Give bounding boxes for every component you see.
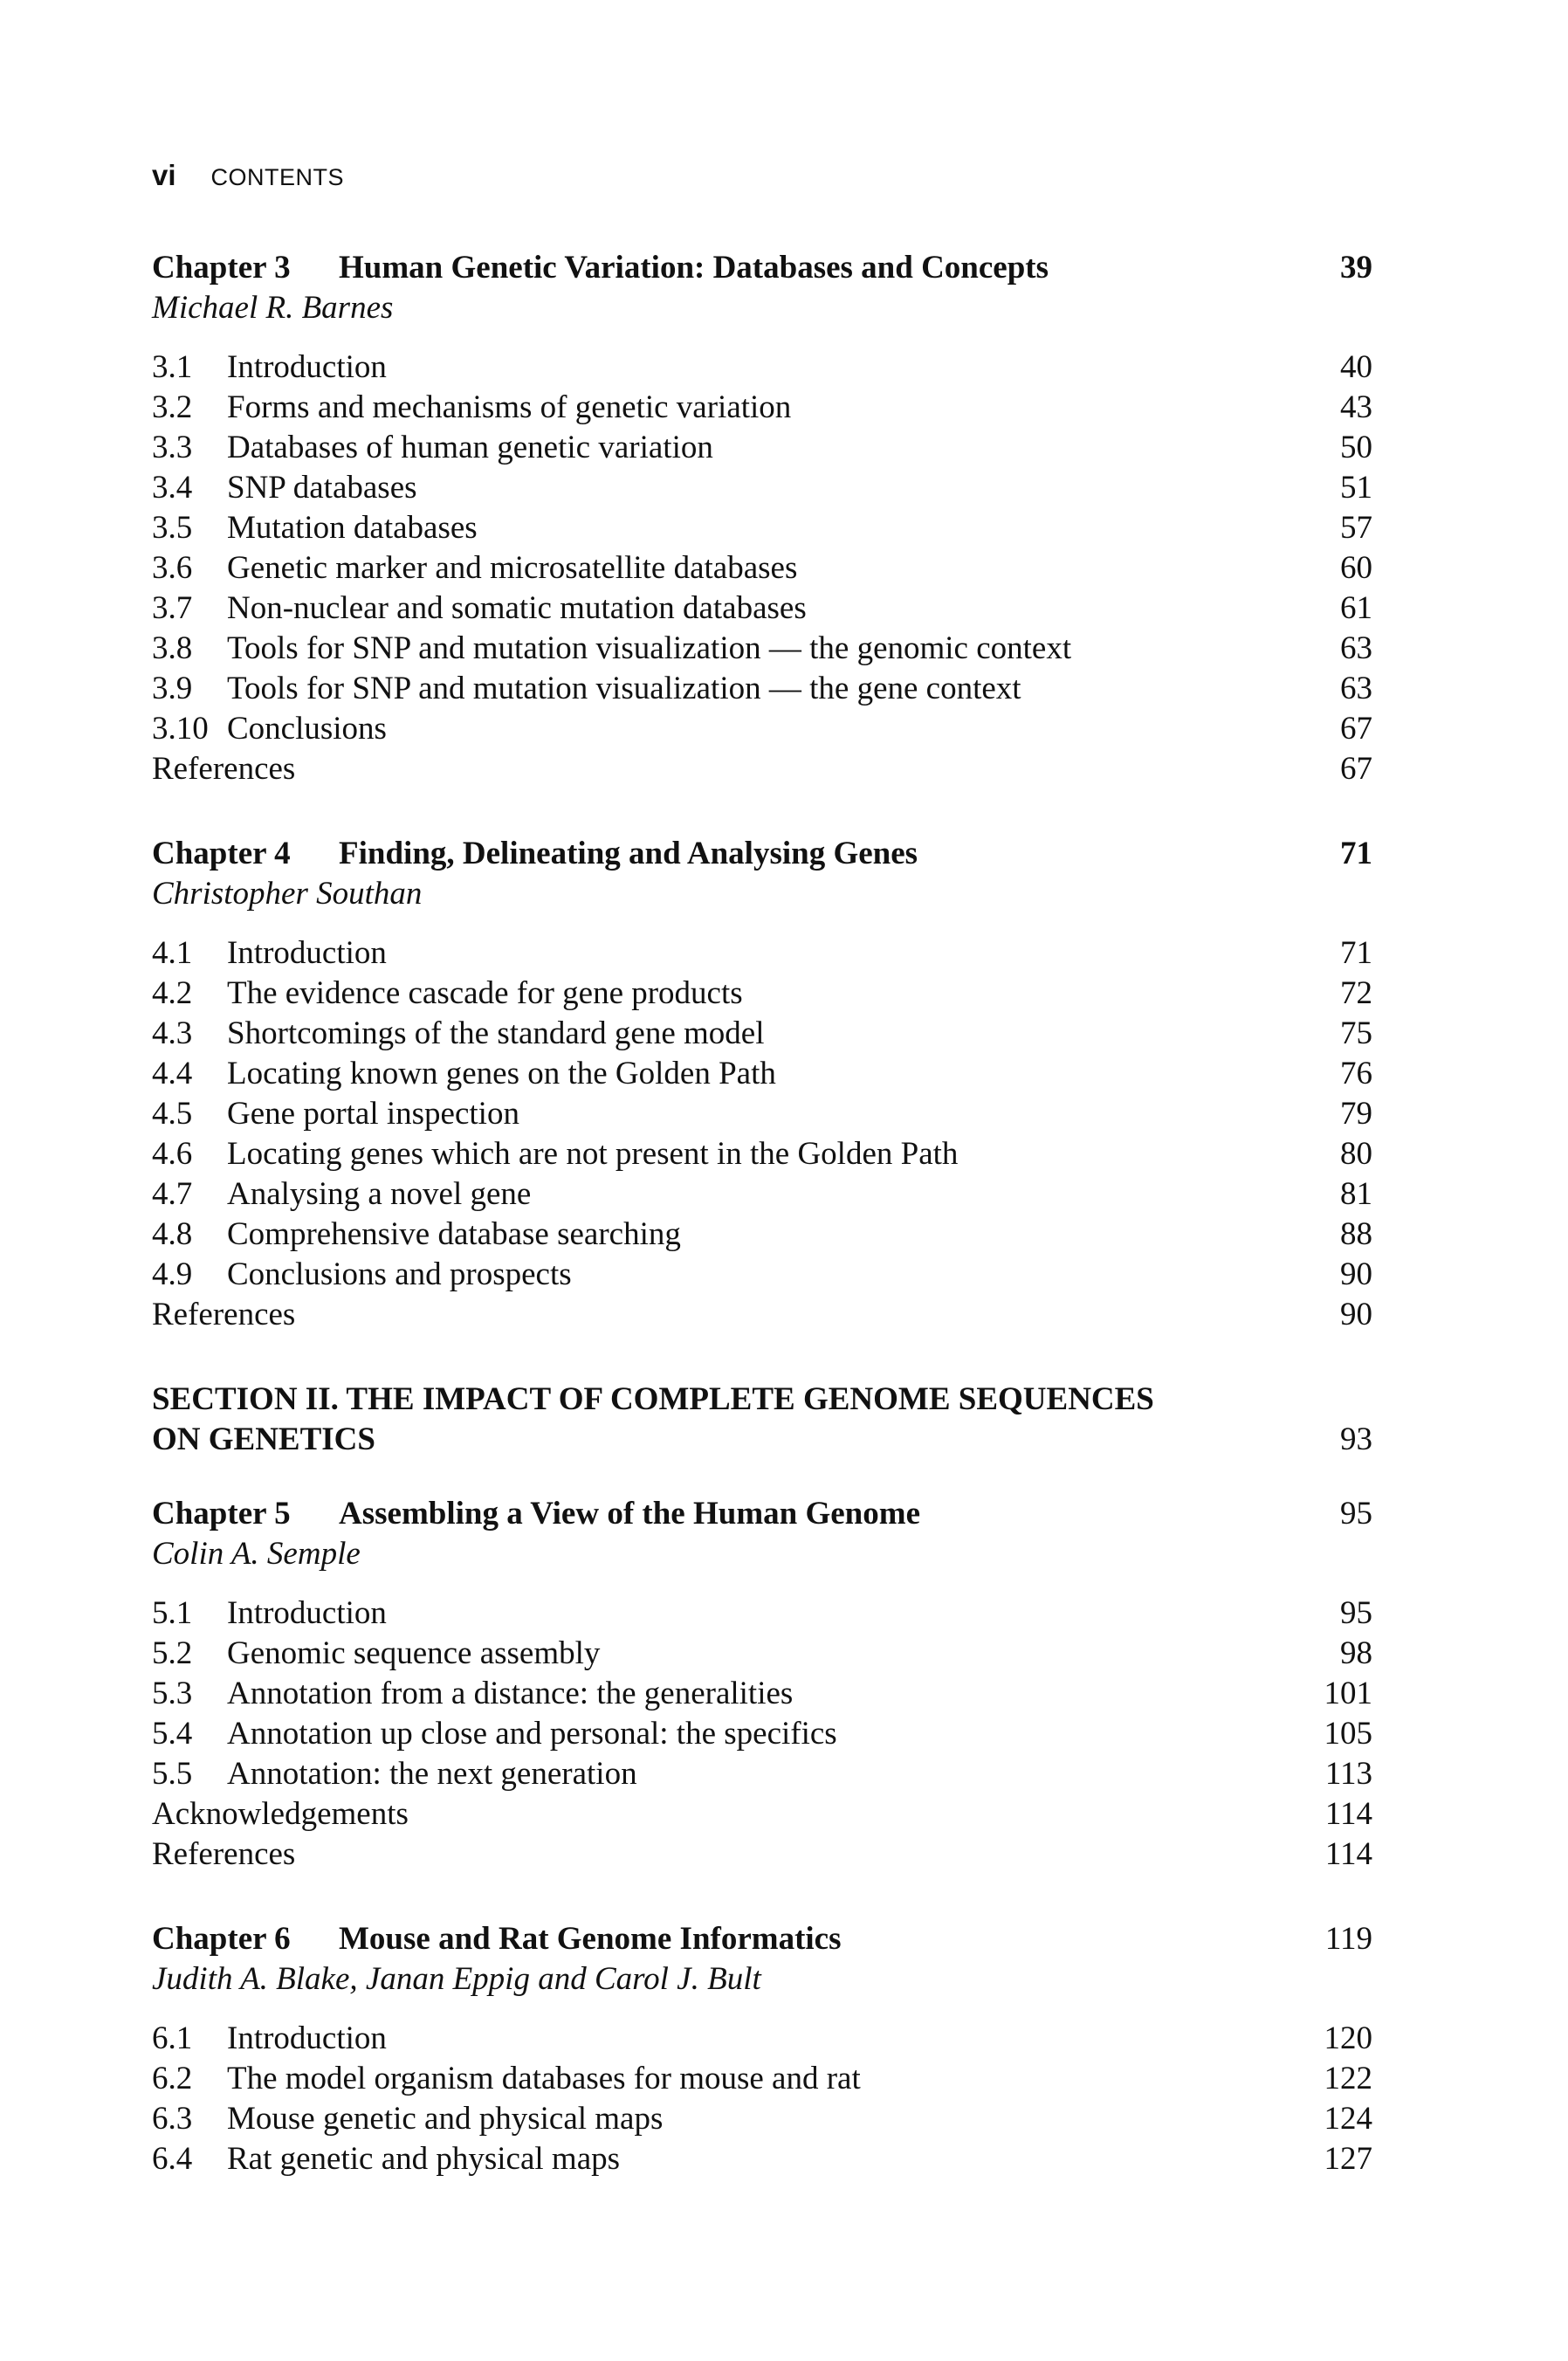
entry-number: 6.4 <box>152 2141 193 2177</box>
running-title: CONTENTS <box>210 164 345 190</box>
page-folio: vi <box>152 159 176 191</box>
entry-number: 5.1 <box>152 1595 193 1631</box>
entry-title: Tools for SNP and mutation visualization — the gene context <box>227 671 1021 706</box>
entry-title: Introduction <box>227 2020 387 2056</box>
entry-page: 72 <box>1340 975 1372 1011</box>
entry-title: Non-nuclear and somatic mutation databases <box>227 590 807 626</box>
entry-title: References <box>152 751 296 787</box>
toc-entry[interactable] <box>152 1094 1372 1134</box>
chapter-label: Chapter 4 <box>152 836 291 871</box>
toc-entry[interactable] <box>152 1714 1372 1754</box>
toc-entry[interactable] <box>152 548 1372 589</box>
entry-number: 5.5 <box>152 1756 193 1792</box>
chapter-page: 95 <box>1340 1496 1372 1532</box>
entry-number: 5.4 <box>152 1716 193 1752</box>
entry-number: 6.3 <box>152 2101 193 2137</box>
entry-number: 4.4 <box>152 1056 193 1091</box>
entry-number: 4.8 <box>152 1216 193 1252</box>
entry-page: 57 <box>1340 510 1372 546</box>
entry-title: Introduction <box>227 1595 387 1631</box>
toc-entry[interactable] <box>152 1634 1372 1674</box>
toc-entry[interactable] <box>152 508 1372 548</box>
toc-entry[interactable] <box>152 933 1372 974</box>
toc-entry-references[interactable] <box>152 1834 1372 1875</box>
entry-page: 124 <box>1324 2101 1372 2137</box>
entry-number: 4.5 <box>152 1096 193 1132</box>
chapter-page: 71 <box>1340 836 1372 871</box>
chapter-heading[interactable] <box>152 1919 1372 1959</box>
section-2 <box>152 1380 1372 1460</box>
section-page: 93 <box>1340 1421 1372 1457</box>
entry-number: 4.6 <box>152 1136 193 1172</box>
entry-page: 122 <box>1324 2061 1372 2096</box>
toc-entry[interactable] <box>152 468 1372 508</box>
entry-page: 114 <box>1324 1796 1372 1832</box>
entry-title: Conclusions <box>227 711 387 747</box>
toc-entry[interactable] <box>152 2139 1372 2179</box>
entry-number: 3.5 <box>152 510 193 546</box>
chapter-author: Michael R. Barnes <box>152 290 394 326</box>
toc-entry-acknowledgements[interactable] <box>152 1794 1372 1834</box>
section-heading-line2[interactable] <box>152 1420 1372 1460</box>
entry-page: 88 <box>1340 1216 1372 1252</box>
entry-page: 67 <box>1340 751 1372 787</box>
chapter-author: Christopher Southan <box>152 876 423 912</box>
entry-page: 98 <box>1340 1635 1372 1671</box>
entry-page: 127 <box>1324 2141 1372 2177</box>
entry-title: Genetic marker and microsatellite databases <box>227 550 798 586</box>
entry-title: Mouse genetic and physical maps <box>227 2101 664 2137</box>
entry-title: Annotation: the next generation <box>227 1756 637 1792</box>
entry-number: 5.3 <box>152 1676 193 1711</box>
entry-title: Mutation databases <box>227 510 478 546</box>
chapter-label: Chapter 3 <box>152 250 291 286</box>
entry-number: 4.3 <box>152 1015 193 1051</box>
entry-number: 3.3 <box>152 430 193 465</box>
chapter-5 <box>152 1494 1372 1875</box>
entry-page: 80 <box>1340 1136 1372 1172</box>
toc-entry[interactable] <box>152 348 1372 388</box>
chapter-heading[interactable] <box>152 248 1372 288</box>
toc-entry[interactable] <box>152 428 1372 468</box>
toc-entry[interactable] <box>152 2099 1372 2139</box>
entry-page: 114 <box>1324 1836 1372 1872</box>
chapter-label: Chapter 6 <box>152 1921 291 1957</box>
entry-page: 60 <box>1340 550 1372 586</box>
toc-entry[interactable] <box>152 1754 1372 1794</box>
entry-title: Acknowledgements <box>152 1796 409 1832</box>
entry-title: Introduction <box>227 349 387 385</box>
chapter-title: Finding, Delineating and Analysing Genes <box>339 836 918 871</box>
toc-entry[interactable] <box>152 974 1372 1014</box>
toc-entry[interactable] <box>152 629 1372 669</box>
entry-page: 90 <box>1340 1256 1372 1292</box>
entry-page: 63 <box>1340 630 1372 666</box>
chapter-title: Human Genetic Variation: Databases and Concepts <box>339 250 1049 286</box>
section-heading-line1[interactable] <box>152 1380 1372 1420</box>
entry-page: 61 <box>1340 590 1372 626</box>
entry-number: 5.2 <box>152 1635 193 1671</box>
toc-entry[interactable] <box>152 669 1372 709</box>
chapter-title: Mouse and Rat Genome Informatics <box>339 1921 842 1957</box>
entry-number: 3.2 <box>152 389 193 425</box>
entry-page: 63 <box>1340 671 1372 706</box>
chapter-title: Assembling a View of the Human Genome <box>339 1496 920 1532</box>
entry-page: 79 <box>1340 1096 1372 1132</box>
entry-number: 3.10 <box>152 711 209 747</box>
toc-entry-references[interactable] <box>152 749 1372 789</box>
toc-entry[interactable] <box>152 589 1372 629</box>
section-title-line1: SECTION II. THE IMPACT OF COMPLETE GENOME SEQUENCES <box>152 1381 1154 1417</box>
entry-page: 43 <box>1340 389 1372 425</box>
entry-title: The model organism databases for mouse and rat <box>227 2061 861 2096</box>
entry-page: 105 <box>1324 1716 1372 1752</box>
entry-page: 120 <box>1324 2020 1372 2056</box>
entry-title: Locating known genes on the Golden Path <box>227 1056 776 1091</box>
entry-title: Annotation up close and personal: the specifics <box>227 1716 837 1752</box>
entry-number: 4.2 <box>152 975 193 1011</box>
chapter-heading[interactable] <box>152 1494 1372 1534</box>
entry-title: SNP databases <box>227 470 417 506</box>
toc-entry[interactable] <box>152 1174 1372 1215</box>
toc-entry[interactable] <box>152 709 1372 749</box>
table-of-contents <box>152 248 1372 2224</box>
toc-entry[interactable] <box>152 2019 1372 2059</box>
chapter-author: Judith A. Blake, Janan Eppig and Carol J. Bult <box>152 1961 761 1997</box>
chapter-4 <box>152 834 1372 1335</box>
entry-title: Genomic sequence assembly <box>227 1635 601 1671</box>
chapter-6 <box>152 1919 1372 2179</box>
entry-number: 3.4 <box>152 470 193 506</box>
entry-page: 81 <box>1340 1176 1372 1212</box>
page-header <box>152 159 344 203</box>
entry-title: Tools for SNP and mutation visualization — the genomic context <box>227 630 1072 666</box>
toc-entry[interactable] <box>152 1674 1372 1714</box>
entry-title: Introduction <box>227 935 387 971</box>
entry-number: 3.1 <box>152 349 193 385</box>
entry-title: Gene portal inspection <box>227 1096 519 1132</box>
entry-title: Rat genetic and physical maps <box>227 2141 621 2177</box>
section-title-line2: ON GENETICS <box>152 1421 375 1457</box>
entry-title: Locating genes which are not present in the Golden Path <box>227 1136 959 1172</box>
entry-title: The evidence cascade for gene products <box>227 975 743 1011</box>
entry-title: Shortcomings of the standard gene model <box>227 1015 765 1051</box>
entry-page: 76 <box>1340 1056 1372 1091</box>
chapter-label: Chapter 5 <box>152 1496 291 1532</box>
entry-number: 4.9 <box>152 1256 193 1292</box>
entry-title: Comprehensive database searching <box>227 1216 681 1252</box>
toc-entry-references[interactable] <box>152 1295 1372 1335</box>
entry-number: 6.2 <box>152 2061 193 2096</box>
entry-page: 95 <box>1340 1595 1372 1631</box>
entry-title: Annotation from a distance: the generalities <box>227 1676 794 1711</box>
entry-number: 3.9 <box>152 671 193 706</box>
chapter-3 <box>152 248 1372 789</box>
toc-entry[interactable] <box>152 1594 1372 1634</box>
entry-page: 113 <box>1324 1756 1372 1792</box>
entry-title: References <box>152 1297 296 1332</box>
entry-title: Databases of human genetic variation <box>227 430 713 465</box>
entry-page: 75 <box>1340 1015 1372 1051</box>
entry-page: 71 <box>1340 935 1372 971</box>
toc-entry[interactable] <box>152 1134 1372 1174</box>
entry-number: 3.8 <box>152 630 193 666</box>
entry-page: 51 <box>1340 470 1372 506</box>
toc-entry[interactable] <box>152 388 1372 428</box>
chapter-page: 39 <box>1340 250 1372 286</box>
entry-number: 3.6 <box>152 550 193 586</box>
entry-page: 90 <box>1340 1297 1372 1332</box>
entry-title: Analysing a novel gene <box>227 1176 532 1212</box>
entry-number: 4.7 <box>152 1176 193 1212</box>
toc-entry[interactable] <box>152 1255 1372 1295</box>
entry-number: 3.7 <box>152 590 193 626</box>
entry-page: 101 <box>1324 1676 1372 1711</box>
entry-page: 67 <box>1340 711 1372 747</box>
chapter-heading[interactable] <box>152 834 1372 874</box>
toc-entry[interactable] <box>152 2059 1372 2099</box>
entry-title: Conclusions and prospects <box>227 1256 572 1292</box>
entry-title: References <box>152 1836 296 1872</box>
entry-page: 50 <box>1340 430 1372 465</box>
toc-entry[interactable] <box>152 1215 1372 1255</box>
chapter-page: 119 <box>1324 1921 1372 1957</box>
toc-entry[interactable] <box>152 1014 1372 1054</box>
entry-number: 6.1 <box>152 2020 193 2056</box>
entry-title: Forms and mechanisms of genetic variation <box>227 389 792 425</box>
entry-number: 4.1 <box>152 935 193 971</box>
chapter-author: Colin A. Semple <box>152 1536 361 1572</box>
toc-entry[interactable] <box>152 1054 1372 1094</box>
entry-page: 40 <box>1340 349 1372 385</box>
